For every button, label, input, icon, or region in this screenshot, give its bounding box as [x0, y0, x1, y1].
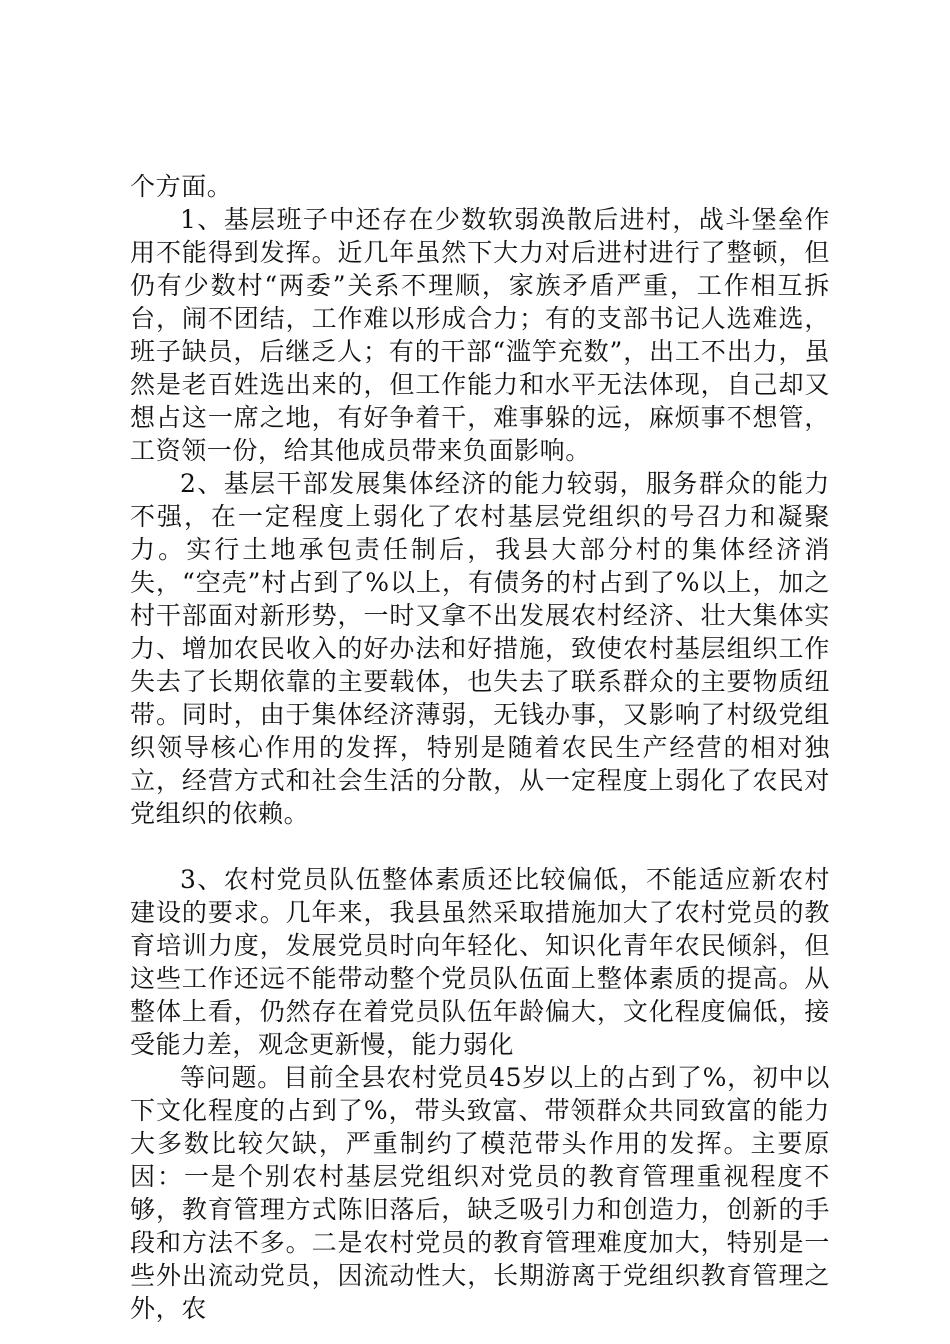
- paragraph-point-2: 2、基层干部发展集体经济的能力较弱，服务群众的能力不强，在一定程度上弱化了农村基层党组织的号召力和凝聚力。实行土地承包责任制后，我县大部分村的集体经济消失，“空壳”村占到了%以上，有债务的村占到了%以上，加之村干部面对新形势，一时又拿不出发展农村经济、壮大集体实力、增加农民收入的好办法和好措施，致使农村基层组织工作失去了长期依靠的主要载体，也失去了联系群众的主要物质纽带。同时，由于集体经济薄弱，无钱办事，又影响了村级党组织领导核心作用的发挥，特别是随着农民生产经营的相对独立，经营方式和社会生活的分散，从一定程度上弱化了农民对党组织的依赖。: [130, 469, 830, 828]
- paragraph-point-3-continued: 等问题。目前全县农村党员45岁以上的占到了%，初中以下文化程度的占到了%，带头致富、带领群众共同致富的能力大多数比较欠缺，严重制约了模范带头作用的发挥。主要原因：一是个别农村基层党组织对党员的教育管理重视程度不够，教育管理方式陈旧落后，缺乏吸引力和创造力，创新的手段和方法不多。二是农村党员的教育管理难度加大，特别是一些外出流动党员，因流动性大，长期游离于党组织教育管理之外，农: [130, 1063, 830, 1323]
- paragraph-point-1: 1、基层班子中还存在少数软弱涣散后进村，战斗堡垒作用不能得到发挥。近几年虽然下大力对后进村进行了整顿，但仍有少数村“两委”关系不理顺，家族矛盾严重，工作相互拆台，闹不团结，工作难以形成合力；有的支部书记人选难选，班子缺员，后继乏人；有的干部“滥竽充数”，出工不出力，虽然是老百姓选出来的，但工作能力和水平无法体现，自己却又想占这一席之地，有好争着干，难事躲的远，麻烦事不想管，工资领一份，给其他成员带来负面影响。: [130, 205, 830, 465]
- paragraph-gap: [130, 830, 830, 863]
- document-body: [130, 170, 830, 1325]
- paragraph-point-3: 3、农村党员队伍整体素质还比较偏低，不能适应新农村建设的要求。几年来，我县虽然采取措施加大了农村党员的教育培训力度，发展党员时向年轻化、知识化青年农民倾斜，但这些工作还远不能带动整个党员队伍面上整体素质的提高。从整体上看，仍然存在着党员队伍年龄偏大，文化程度偏低，接受能力差，观念更新慢，能力弱化: [130, 865, 830, 1059]
- paragraph-continuation: 个方面。: [130, 172, 233, 201]
